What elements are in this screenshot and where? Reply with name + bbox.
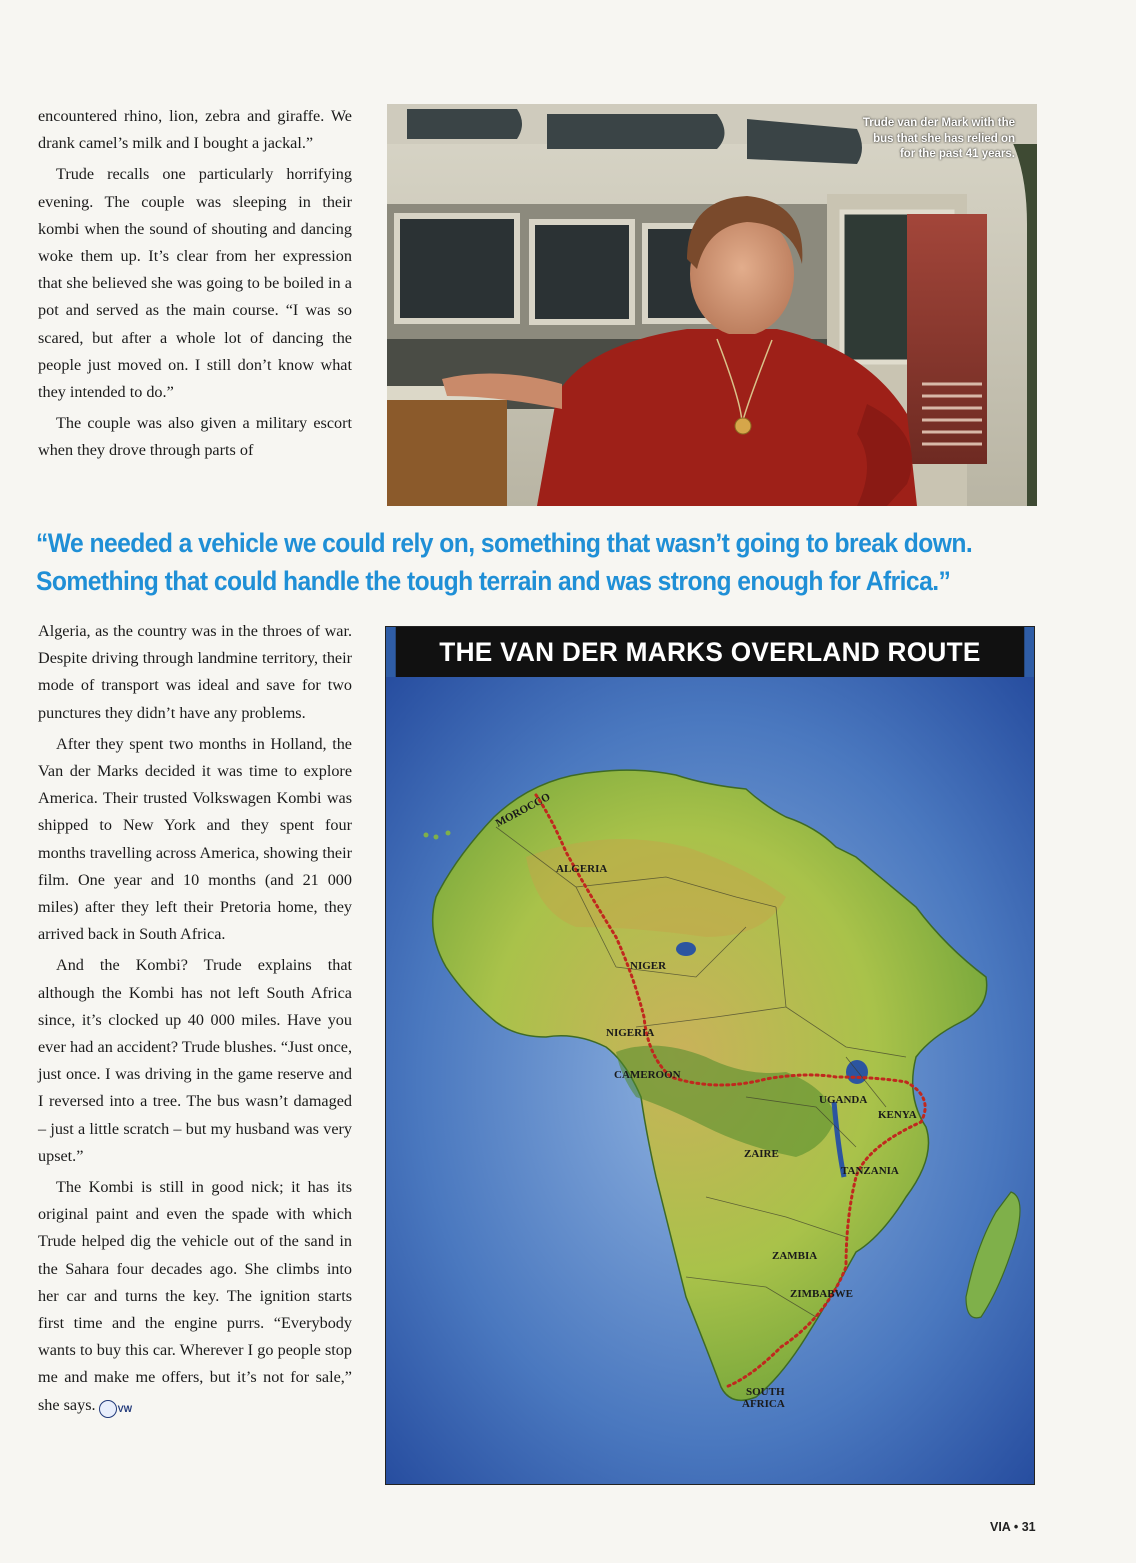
island bbox=[446, 831, 451, 836]
article-paragraph: And the Kombi? Trude explains that although the Kombi has not left South Africa since, it’s clocked up 40 000 miles. Have you ever had an accident? Trude blushes. “Just once, just once. I was driving in the game reserve and I reversed into a tree. The bus wasn’t damaged – just a little scratch – but my husband was very upset.” bbox=[38, 956, 352, 1165]
label-morocco: MOROCCO bbox=[493, 790, 553, 830]
route-map bbox=[385, 626, 1035, 1485]
label-kenya: KENYA bbox=[878, 1109, 917, 1121]
label-zaire: ZAIRE bbox=[744, 1148, 779, 1160]
article-paragraph bbox=[38, 1174, 352, 1419]
label-south: SOUTH bbox=[746, 1386, 785, 1398]
photo-caption bbox=[795, 116, 1015, 163]
article-paragraph: After they spent two months in Holland, the Van der Marks decided it was time to explore America. Their trusted Volkswagen Kombi was shipped to New York and they spent four months travelling across America, showing their film. One year and 10 months (and 21 000 miles) after they left their Pretoria home, they arrived back in South Africa. bbox=[38, 734, 352, 944]
label-zambia: ZAMBIA bbox=[772, 1250, 818, 1262]
pull-quote-line: “We needed a vehicle we could rely on, something that wasn’t going to break down. bbox=[36, 528, 973, 558]
caption-line: for the past 41 years. bbox=[899, 148, 1015, 160]
vw-logo-icon: VW bbox=[99, 1400, 117, 1418]
photo-illustration bbox=[387, 104, 1037, 506]
page-folio: VIA • 31 bbox=[990, 1520, 1036, 1534]
article-paragraph: encountered rhino, lion, zebra and giraffe. We drank camel’s milk and I bought a jackal.” bbox=[38, 107, 352, 153]
article-column-top bbox=[38, 103, 352, 469]
article-paragraph: Trude recalls one particularly horrifying evening. The couple was sleeping in their kombi when the sound of shouting and dancing woke them up. It’s clear from her expression that she believed she was going to be boiled in a pot and served as the main course. “I was so scared, but after a whole lot of dancing the people just moved on. I still don’t know what they intended to do.” bbox=[38, 165, 352, 402]
label-africa: AFRICA bbox=[742, 1398, 785, 1410]
label-nigeria: NIGERIA bbox=[606, 1027, 655, 1039]
label-uganda: UGANDA bbox=[819, 1094, 868, 1106]
article-paragraph: Algeria, as the country was in the throes of war. Despite driving through landmine territory, their mode of transport was ideal and save for two punctures they didn’t have any problems. bbox=[38, 622, 352, 722]
island bbox=[424, 833, 429, 838]
caption-line: Trude van der Mark with the bbox=[862, 117, 1015, 129]
article-column-bottom bbox=[38, 618, 352, 1423]
island bbox=[434, 835, 439, 840]
pull-quote-line: Something that could handle the tough terrain and was strong enough for Africa.” bbox=[36, 566, 951, 596]
caption-line: bus that she has relied on bbox=[873, 132, 1015, 145]
article-paragraph: The couple was also given a military escort when they drove through parts of bbox=[38, 414, 352, 460]
lake-chad bbox=[676, 942, 696, 956]
label-algeria: ALGERIA bbox=[556, 863, 608, 875]
map-title: THE VAN DER MARKS OVERLAND ROUTE bbox=[396, 627, 1025, 677]
article-paragraph-text: The Kombi is still in good nick; it has its original paint and even the spade with which Trude helped dig the vehicle out of the sand in the Sahara four decades ago. She climbs into her car and turns the key. The ignition starts first time and the engine purrs. “Everybody wants to buy this car. Wherever I go people stop me and make me offers, but it’s not for sale,” she says. bbox=[38, 1178, 352, 1414]
label-tanzania: TANZANIA bbox=[841, 1165, 899, 1177]
africa-map bbox=[386, 677, 1034, 1484]
label-cameroon: CAMEROON bbox=[614, 1069, 681, 1081]
label-zimbabwe: ZIMBABWE bbox=[790, 1288, 853, 1300]
label-niger: NIGER bbox=[630, 960, 667, 972]
pull-quote bbox=[36, 524, 1040, 600]
kombi-photo bbox=[387, 104, 1037, 506]
